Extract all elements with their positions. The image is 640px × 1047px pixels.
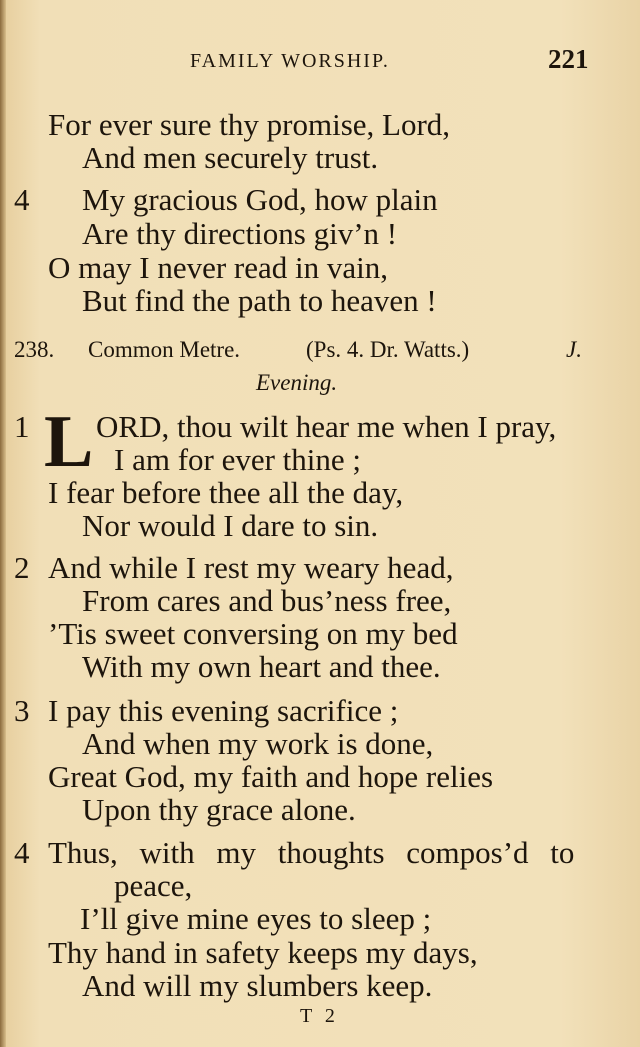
verse-line: Great God, my faith and hope relies [48,759,494,794]
verse-line: From cares and bus’ness free, [82,583,452,618]
verse-line: peace, [114,868,193,903]
verse-line: And when my work is done, [82,726,434,761]
verse-line: I’ll give mine eyes to sleep ; [80,901,432,936]
verse-line: Thus, with my thoughts compos’d to [48,835,575,870]
verse-line: Upon thy grace alone. [82,792,356,827]
hymn-mark: J. [566,337,582,362]
page-number: 221 [548,44,589,74]
verse-line: Are thy directions giv’n ! [82,216,398,251]
hymn-number: 238. [14,337,55,362]
hymn-subtitle: Evening. [256,370,338,395]
verse-line: ORD, thou wilt hear me when I pray, [96,409,557,444]
verse-line: And men securely trust. [82,140,379,175]
hymn-metre: Common Metre. [88,337,241,362]
verse-line: O may I never read in vain, [48,250,389,285]
verse-line: I am for ever thine ; [114,442,362,477]
signature-mark: T 2 [300,1005,339,1027]
stanza-number: 1 [14,409,30,444]
stanza-number: 2 [14,550,30,585]
verse-line: But find the path to heaven ! [82,283,437,318]
verse-line: ’Tis sweet conversing on my bed [48,616,458,651]
verse-line: Thy hand in safety keeps my days, [48,935,478,970]
page-spine-edge [0,0,6,1047]
verse-line: My gracious God, how plain [82,182,438,217]
verse-line: And while I rest my weary head, [48,550,454,585]
drop-cap: L [44,401,94,483]
verse-line: Nor would I dare to sin. [82,508,379,543]
verse-line: For ever sure thy promise, Lord, [48,107,451,142]
verse-line: I fear before thee all the day, [48,475,404,510]
verse-line: With my own heart and thee. [82,649,441,684]
hymn-source: (Ps. 4. Dr. Watts.) [306,337,470,362]
verse-line: I pay this evening sacrifice ; [48,693,399,728]
stanza-number: 4 [14,835,30,870]
stanza-number: 4 [14,182,30,217]
stanza-number: 3 [14,693,30,728]
running-head: FAMILY WORSHIP. [190,50,390,72]
verse-line: And will my slumbers keep. [82,968,433,1003]
